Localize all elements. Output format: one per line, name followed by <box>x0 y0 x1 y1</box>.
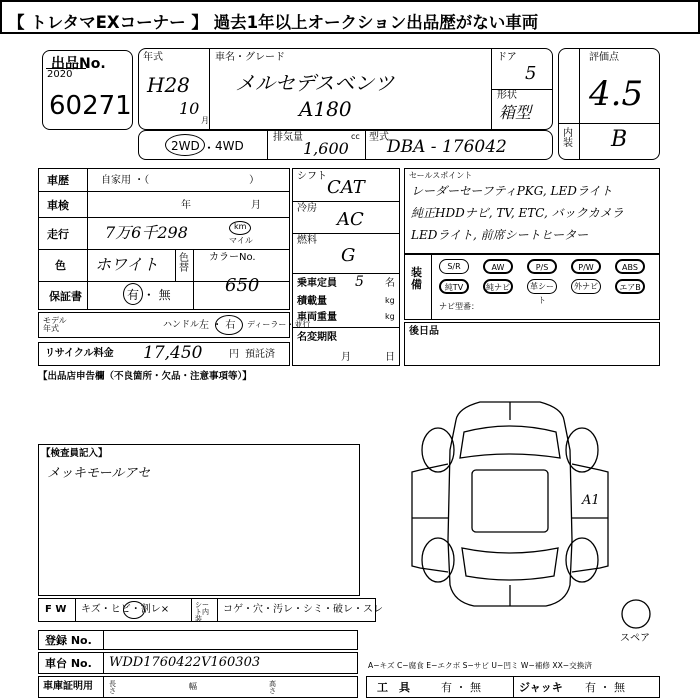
diagram-damage-mark: A1 <box>582 493 600 508</box>
color-value: ホワイト <box>95 255 159 274</box>
garage-height: 高さ <box>269 680 276 695</box>
fuel-label: 燃料 <box>297 235 317 246</box>
color-label: 色 <box>55 259 66 272</box>
seat-label: シート内装 <box>195 601 209 623</box>
inspector-box <box>38 444 360 596</box>
sales-point-line-1: レーダーセーフティPKG, LEDライト <box>411 184 613 198</box>
notice-label: 【出品店申告欄（不良箇所・欠品・注意事項等）】 <box>38 371 252 382</box>
lot-year-tag: 2020 <box>47 69 73 80</box>
reg-history-value: 自家用 ・（ ） <box>101 175 260 186</box>
history-table <box>38 168 290 310</box>
inspection-month-unit: 月 <box>251 200 261 211</box>
model-value: DBA - 176042 <box>387 137 507 157</box>
spec-row <box>138 130 553 160</box>
handle-label: ハンドル <box>163 320 200 330</box>
equip-tv: 純TV <box>439 279 469 294</box>
tools-label: 工 具 <box>377 681 410 694</box>
damage-legend: A−キズ C−腐食 E−エクボ S−サビ U−凹ミ W−補修 XX−交換済 <box>368 661 592 670</box>
mileage-label: 走行 <box>47 228 69 241</box>
load-label: 積載量 <box>297 296 327 307</box>
reg-no-row <box>38 630 358 650</box>
right-front-wheel <box>566 428 598 472</box>
navi-model-label: ナビ型番： <box>439 302 479 311</box>
recycle-unit: 円 <box>229 349 239 360</box>
warranty-value: 有 ・ 無 <box>127 288 171 302</box>
capacity-label: 乗車定員 <box>297 278 337 289</box>
drive-sep: ・ <box>203 141 216 155</box>
equip-leather: 革シート <box>527 279 557 294</box>
jack-label: ジャッキ <box>519 681 563 694</box>
weight-label: 車両重量 <box>297 312 337 323</box>
drive-4wd: 4WD <box>215 139 244 153</box>
recycle-value: 17,450 <box>143 343 203 363</box>
left-front-wheel <box>422 428 454 472</box>
doors-label: ドア <box>497 52 517 63</box>
name-change-month: 月 <box>341 352 351 363</box>
color-no-label: カラーNo. <box>209 252 256 263</box>
interior-value: B <box>611 127 628 152</box>
lot-number-box <box>42 50 133 130</box>
later-items-box <box>404 322 660 366</box>
equip-abs: ABS <box>615 259 645 274</box>
chassis-label: 車台 No. <box>45 657 92 670</box>
handle-options: 左 ・ 右 <box>199 320 236 331</box>
inspector-value: メッキモールアセ <box>47 466 151 481</box>
displacement-label: 排気量 <box>273 132 303 143</box>
dealer-label: ディーラー・並行 <box>247 320 311 329</box>
recycle-label: リサイクル料金 <box>45 348 114 359</box>
grade-value: A180 <box>299 97 352 121</box>
displacement-value: 1,600 <box>303 139 349 158</box>
sales-points-box <box>404 168 660 254</box>
equip-aw: AW <box>483 259 513 274</box>
recycle-row <box>38 342 290 366</box>
shift-label: シフト <box>297 171 327 182</box>
car-name-value: メルセデスベンツ <box>235 71 395 95</box>
seat-options: コゲ・穴・汚レ・シミ・破レ・スレ <box>223 604 383 615</box>
car-damage-diagram <box>360 380 680 640</box>
jack-value: 有 ・ 無 <box>585 681 625 694</box>
equip-pw: P/W <box>571 259 601 274</box>
doors-value: 5 <box>525 63 537 84</box>
fuel-value: G <box>341 245 356 266</box>
ac-value: AC <box>337 209 364 230</box>
month-value: 10 <box>179 99 200 118</box>
inspector-label: 【検査員記入】 <box>41 448 108 459</box>
drive-2wd: 2WD <box>171 139 200 153</box>
chassis-value: WDD1760422V160303 <box>109 655 261 670</box>
rear-window-outline <box>462 548 558 580</box>
chassis-row <box>38 652 358 674</box>
equipment-box <box>404 254 660 320</box>
interior-label: 内装 <box>563 128 573 149</box>
garage-length: 長さ <box>109 680 116 695</box>
tools-jack-row <box>366 676 660 698</box>
car-name-label: 車名・グレード <box>215 52 285 63</box>
middle-table <box>292 168 400 366</box>
year-label: 年式 <box>143 52 163 63</box>
spare-label: スペア <box>620 633 650 644</box>
sales-point-line-3: LEDライト, 前席シートヒーター <box>411 228 589 242</box>
garage-row <box>38 676 358 698</box>
fw-label: F W <box>45 604 67 615</box>
equip-airbag: エアB <box>615 279 645 294</box>
garage-label: 車庫証明用 <box>43 681 93 692</box>
header-title: 【 トレタマEXコーナー 】 過去1年以上オークション出品歴がない車両 <box>8 13 539 32</box>
equip-navi: 純ナビ <box>483 279 513 294</box>
fw-row <box>38 598 383 623</box>
windshield-outline <box>460 426 560 458</box>
recycle-note: 預託済 <box>245 349 275 360</box>
lot-label: 出品No. <box>51 56 106 72</box>
score-box <box>558 48 660 160</box>
tools-value: 有 ・ 無 <box>441 681 481 694</box>
score-label: 評価点 <box>589 52 619 63</box>
equipment-label: 装備 <box>411 266 422 292</box>
capacity-unit: 名 <box>385 278 395 289</box>
repaint-label: 色替 <box>179 253 189 274</box>
shape-value: 箱型 <box>499 103 532 122</box>
name-change-label: 名変期限 <box>297 332 337 343</box>
spare-tire <box>622 600 650 628</box>
roof-outline <box>472 470 548 532</box>
sales-points-label: セールスポイント <box>409 171 473 180</box>
fw-options: キズ・ヒビ・割レ× <box>81 604 170 615</box>
year-value: H28 <box>147 73 190 97</box>
month-unit: 月 <box>201 116 209 125</box>
equip-ps: P/S <box>527 259 557 274</box>
reg-history-label: 車歴 <box>47 174 69 187</box>
model-label: 型式 <box>369 132 389 143</box>
mileage-unit-km: km <box>234 222 247 231</box>
shift-value: CAT <box>327 177 365 198</box>
sales-point-line-2: 純正HDDナビ, TV, ETC, バックカメラ <box>411 206 624 220</box>
garage-width: 幅 <box>189 682 197 691</box>
model-year-label: モデル年式 <box>43 316 67 333</box>
ac-label: 冷房 <box>297 203 317 214</box>
shape-label: 形状 <box>497 90 517 101</box>
equip-ext-navi: 外ナビ <box>571 279 601 294</box>
score-value: 4.5 <box>589 74 644 114</box>
handle-row <box>38 312 311 338</box>
name-change-day: 日 <box>385 352 395 363</box>
capacity-value: 5 <box>355 274 364 290</box>
reg-no-label: 登録 No. <box>45 634 92 647</box>
equip-sr: S/R <box>439 259 469 274</box>
mileage-value: 7万6千298 <box>105 223 188 242</box>
mileage-unit-mile: マイル <box>229 236 253 245</box>
inspection-label: 車検 <box>47 199 69 212</box>
color-no-value: 650 <box>225 275 260 296</box>
inspection-year-unit: 年 <box>181 200 191 211</box>
car-body-outline <box>448 402 572 606</box>
warranty-label: 保証書 <box>49 290 82 303</box>
weight-unit: kg <box>385 312 395 321</box>
fw-circle <box>123 601 145 619</box>
header-banner <box>0 0 700 34</box>
load-unit: kg <box>385 296 395 305</box>
lot-number: 60271 <box>49 91 132 121</box>
vehicle-info-box <box>138 48 553 130</box>
later-items-label: 後日品 <box>409 326 439 337</box>
displacement-unit: cc <box>351 132 360 141</box>
